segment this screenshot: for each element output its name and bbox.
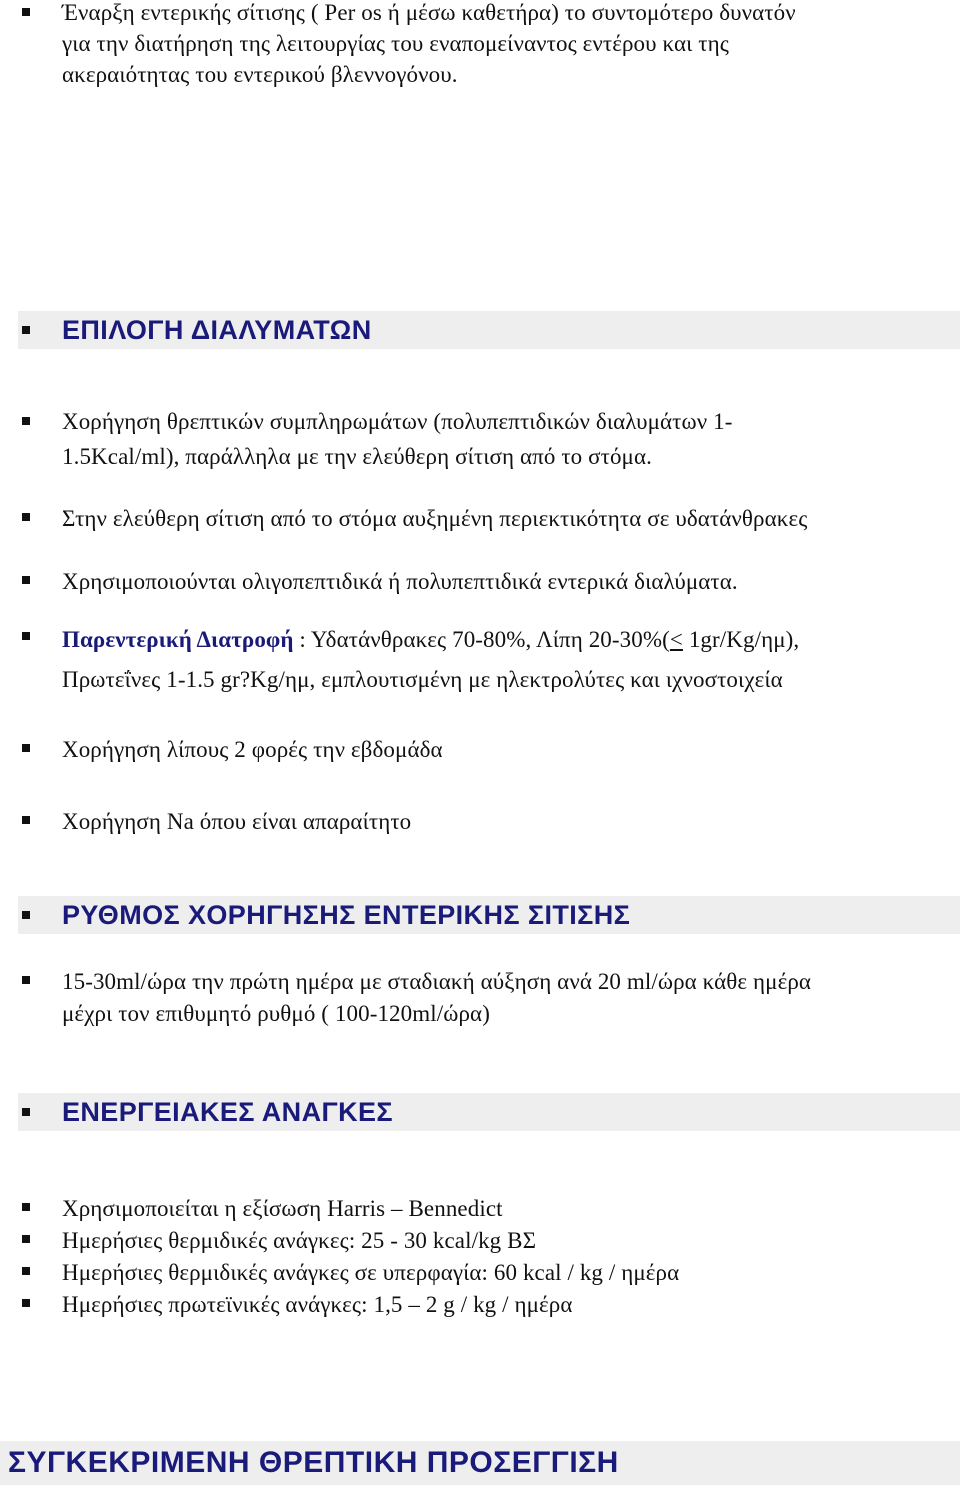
bullet-icon [22, 911, 30, 919]
list-item-continued: 1.5Kcal/ml), παράλληλα με την ελεύθερη σίτιση από το στόμα. [62, 444, 652, 469]
list-item-continued: μέχρι τον επιθυμητό ρυθμό ( 100-120ml/ώρα) [62, 1001, 490, 1026]
list-item: 15-30ml/ώρα την πρώτη ημέρα με σταδιακή αύξηση ανά 20 ml/ώρα κάθε ημέρα [62, 969, 812, 994]
bullet-icon [22, 1267, 30, 1275]
section-heading-band [18, 311, 960, 349]
parenteral-label: Παρεντερική Διατροφή [62, 627, 294, 652]
parenteral-rest: : Υδατάνθρακες 70-80%, Λίπη 20-30%( [293, 627, 670, 652]
list-item: Χορήγηση Na όπου είναι απαραίτητο [62, 809, 412, 834]
intro-line-3: ακεραιότητας του εντερικού βλεννογόνου. [62, 62, 458, 87]
section-heading: ΕΠΙΛΟΓΗ ΔΙΑΛΥΜΑΤΩΝ [62, 315, 372, 345]
footer-heading-band [0, 1441, 960, 1485]
parenteral-end: 1gr/Kg/ημ), [682, 627, 800, 652]
list-item: Χρησιμοποιείται η εξίσωση Harris – Bennedict [62, 1196, 503, 1221]
section-heading: ΡΥΘΜΟΣ ΧΟΡΗΓΗΣΗΣ ΕΝΤΕΡΙΚΗΣ ΣΙΤΙΣΗΣ [62, 900, 631, 930]
bullet-icon [22, 8, 30, 16]
bullet-icon [22, 576, 30, 584]
intro-line-1: Έναρξη εντερικής σίτισης ( Per os ή μέσω καθετήρα) το συντομότερο δυνατόν [62, 0, 796, 25]
list-item: Χρησιμοποιούνται ολιγοπεπτιδικά ή πολυπεπτιδικά εντερικά διαλύματα. [62, 569, 738, 594]
list-item-continued: Πρωτεΐνες 1-1.5 gr?Kg/ημ, εμπλουτισμένη με ηλεκτρολύτες και ιχνοστοιχεία [62, 667, 783, 692]
list-item: Χορήγηση λίπους 2 φορές την εβδομάδα [62, 737, 443, 762]
bullet-icon [22, 513, 30, 521]
bullet-icon [22, 816, 30, 824]
le-sign: < [669, 627, 683, 652]
footer-heading: ΣΥΓΚΕΚΡΙΜΕΝΗ ΘΡΕΠΤΙΚΗ ΠΡΟΣΕΓΓΙΣΗ [8, 1446, 619, 1479]
bullet-icon [22, 417, 30, 425]
bullet-icon [22, 326, 30, 334]
bullet-icon [22, 1235, 30, 1243]
list-item: Ημερήσιες θερμιδικές ανάγκες σε υπερφαγία: 60 kcal / kg / ημέρα [62, 1260, 680, 1285]
bullet-icon [22, 1203, 30, 1211]
bullet-icon [22, 1108, 30, 1116]
list-item: Χορήγηση θρεπτικών συμπληρωμάτων (πολυπεπτιδικών διαλυμάτων 1- [62, 409, 733, 434]
list-item: Ημερήσιες πρωτεϊνικές ανάγκες: 1,5 – 2 g / kg / ημέρα [62, 1292, 573, 1317]
bullet-icon [22, 1299, 30, 1307]
bullet-icon [22, 744, 30, 752]
bullet-icon [22, 976, 30, 984]
section-heading-band [18, 1093, 960, 1131]
intro-line-2: για την διατήρηση της λειτουργίας του εναπομείναντος εντέρου και της [62, 31, 729, 56]
bullet-icon [22, 632, 30, 640]
list-item-parenteral [62, 624, 799, 655]
list-item: Στην ελεύθερη σίτιση από το στόμα αυξημένη περιεκτικότητα σε υδατάνθρακες [62, 506, 808, 531]
section-heading: ΕΝΕΡΓΕΙΑΚΕΣ ΑΝΑΓΚΕΣ [62, 1097, 394, 1127]
list-item: Ημερήσιες θερμιδικές ανάγκες: 25 - 30 kcal/kg ΒΣ [62, 1228, 537, 1253]
section-heading-band [18, 896, 960, 934]
